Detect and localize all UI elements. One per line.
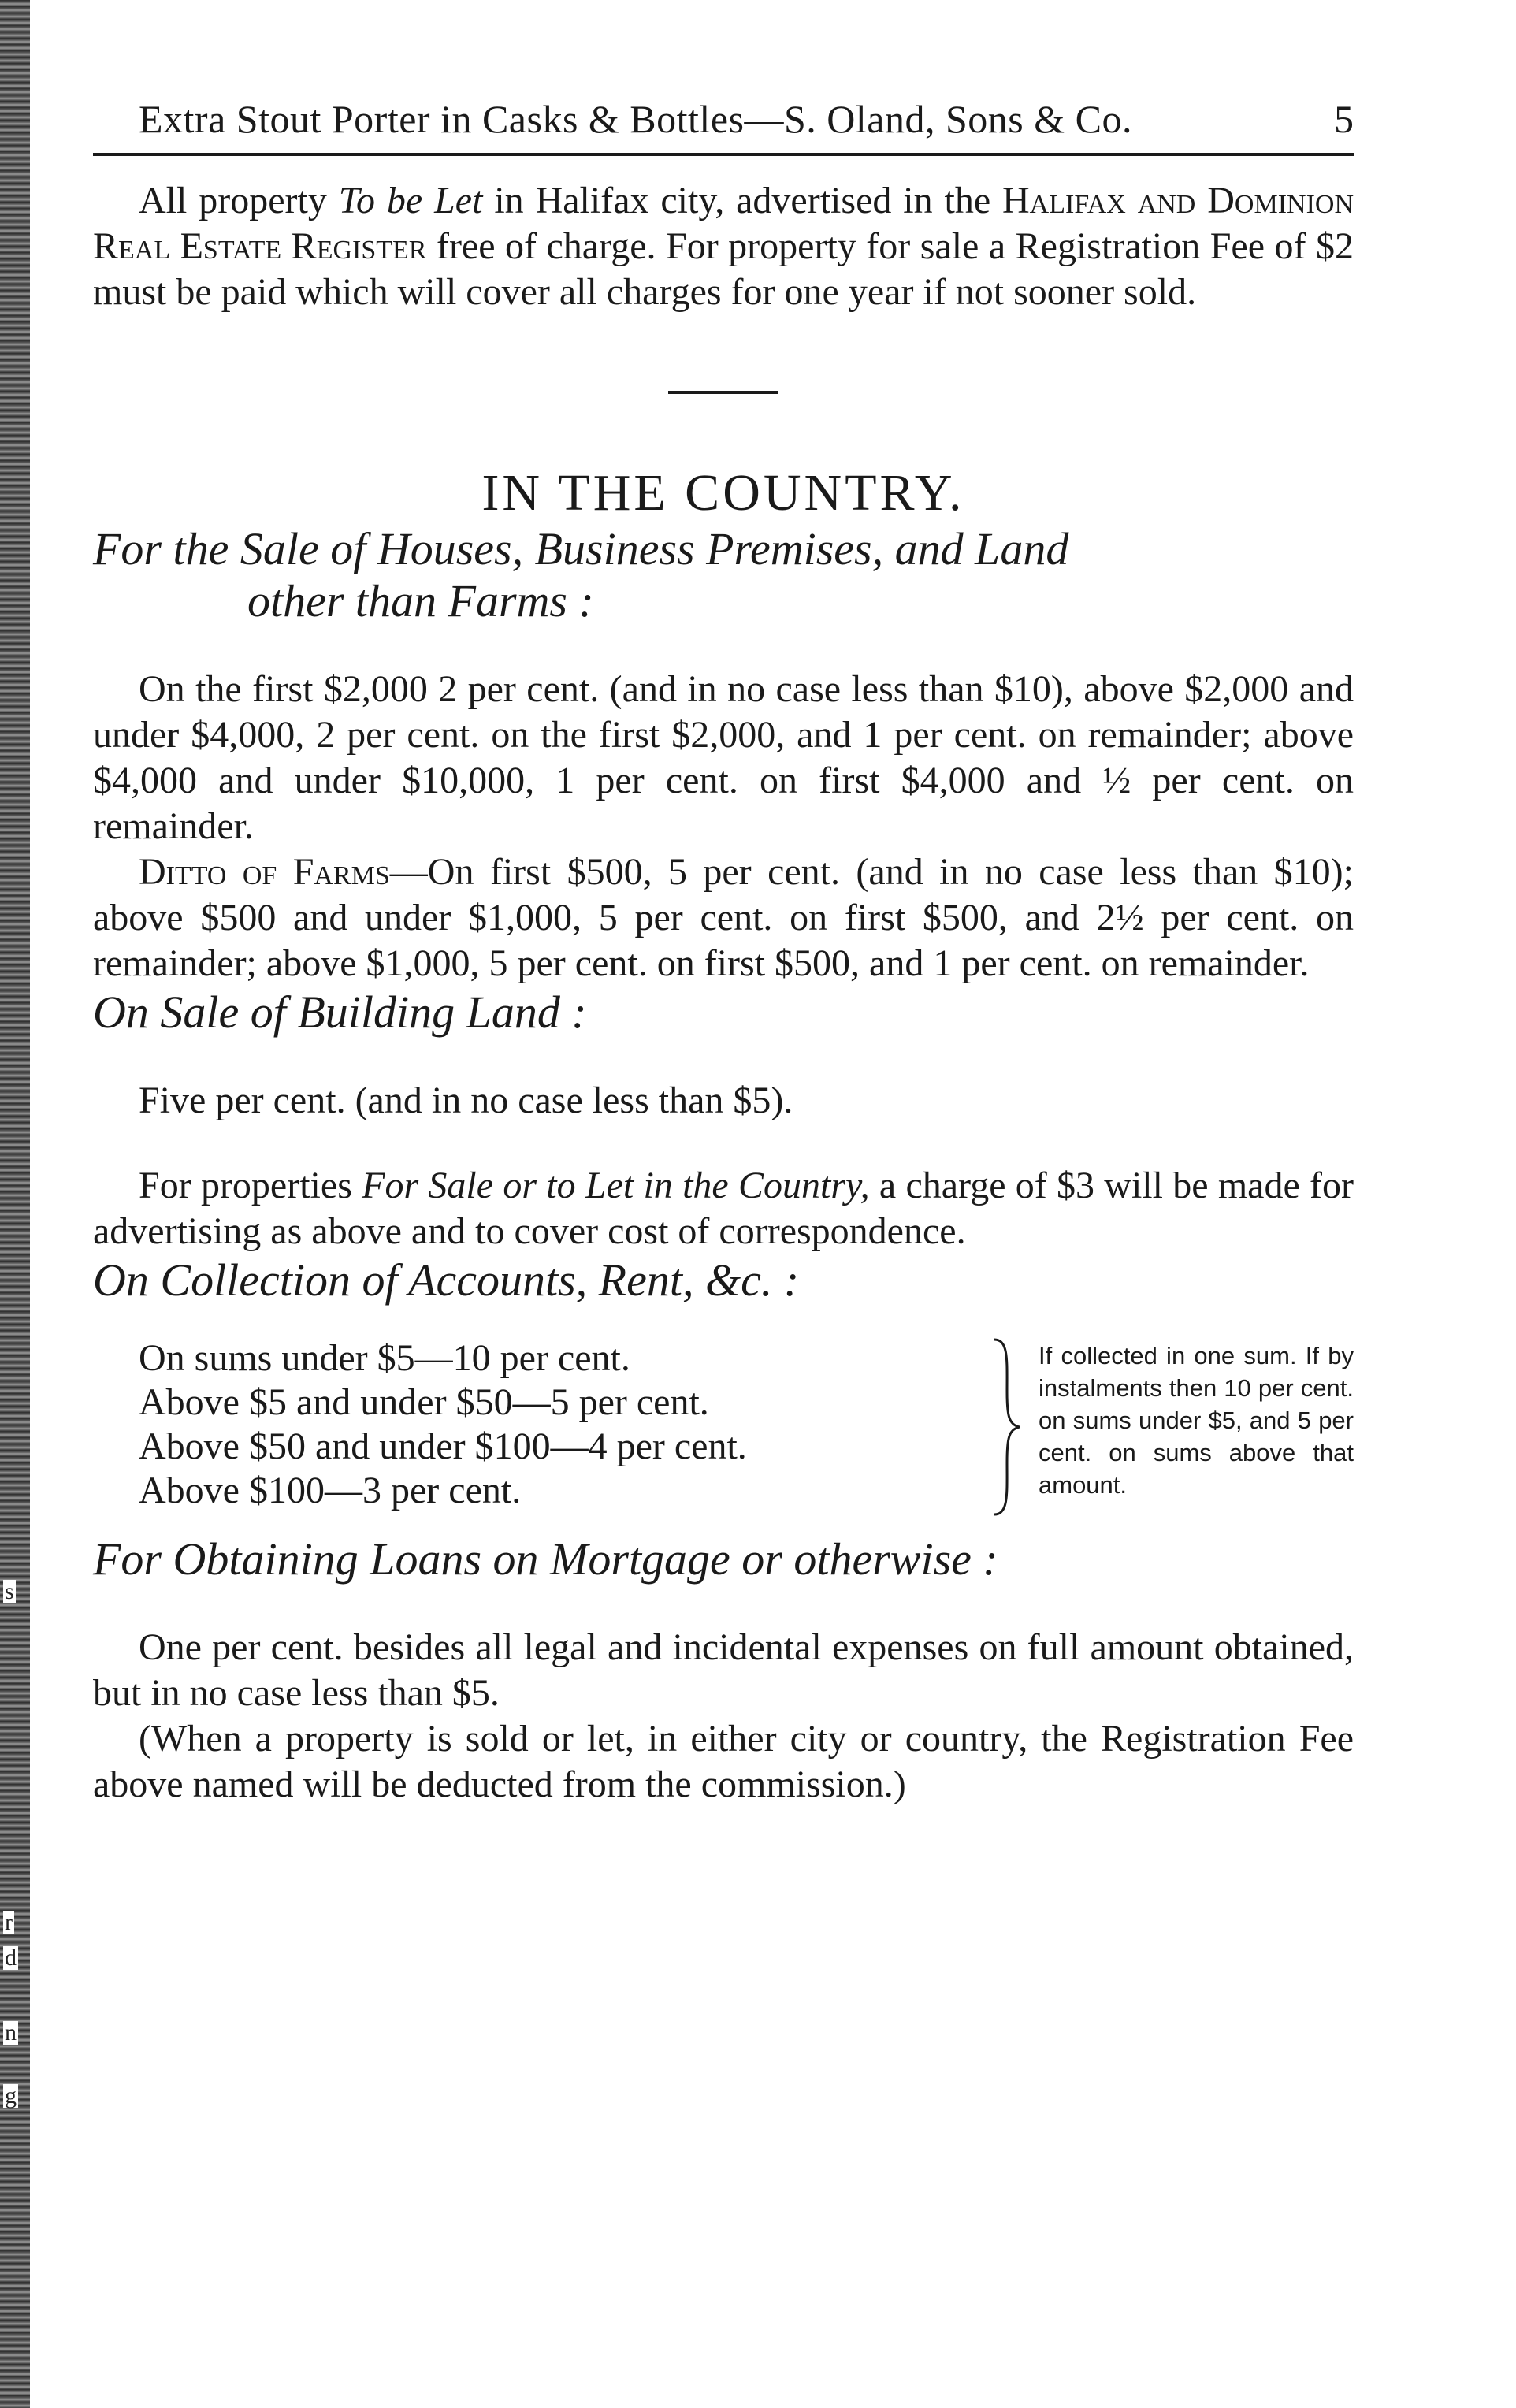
intro-text: All property [139, 180, 339, 221]
loans-heading: For Obtaining Loans on Mortgage or otherwise : [93, 1533, 998, 1585]
building-land-heading: On Sale of Building Land : [93, 987, 587, 1038]
houses-rates [93, 667, 1354, 987]
margin-fragment: d [5, 1945, 17, 1971]
farms-rates-paragraph [93, 849, 1354, 987]
margin-fragment: r [5, 1909, 13, 1935]
running-head-title: Extra Stout Porter in Casks & Bottles—S. Oland, Sons & Co. [139, 97, 1132, 141]
registration-fee-note: (When a property is sold or let, in either city or country, the Registration Fee above named will be deducted from the commission.) [93, 1718, 1354, 1805]
page-content [93, 87, 1354, 1808]
farms-text: —On first $500, 5 per cent. (and in no case less than $10); above $500 and under $1,000, 5 per cent. on first $500, and 2½ per cent. on remainder; above $1,000, 5 per cent. on first $500, and 1 per cent. on remainder. [93, 851, 1354, 984]
register-name: Halifax and Dominion Real Estate Register [93, 180, 1354, 267]
farms-label: Ditto of Farms [139, 851, 390, 893]
to-be-let-text: To be Let [338, 180, 483, 221]
running-head [93, 87, 1354, 156]
intro-text: free of charge. For property for sale a Registration Fee of $2 must be paid which will cover all charges for one year if not sooner sold. [93, 225, 1354, 313]
houses-heading [93, 523, 1354, 627]
loans-section [93, 1625, 1354, 1808]
country-properties-section [93, 1163, 1354, 1254]
building-land-section [93, 1078, 1354, 1124]
country-properties-text: a charge of $3 will be made for advertising as above and to cover cost of correspondence. [93, 1165, 1354, 1252]
margin-fragments [0, 0, 30, 2408]
intro-text: in Halifax city, advertised in the [482, 180, 1003, 221]
margin-fragment: s [5, 1578, 14, 1604]
margin-fragment: g [5, 2083, 17, 2109]
collection-rate-list [139, 1336, 950, 1513]
collection-rate: Above $50 and under $100—4 per cent. [139, 1425, 747, 1467]
houses-heading-line2: other than Farms : [247, 575, 594, 626]
page-number: 5 [1334, 97, 1354, 141]
country-properties-text: For properties [139, 1165, 362, 1206]
intro-paragraph [93, 178, 1354, 315]
collection-rate: On sums under $5—10 per cent. [139, 1337, 630, 1379]
building-land-text: Five per cent. (and in no case less than $5). [139, 1080, 793, 1121]
collection-note: If collected in one sum. If by instalments then 10 per cent. on sums under $5, and 5 per cent. on sums above that amount. [1039, 1342, 1354, 1499]
country-properties-paragraph [93, 1163, 1354, 1254]
loans-paragraph: One per cent. besides all legal and incidental expenses on full amount obtained, but in no case less than $5. [93, 1626, 1354, 1714]
section-divider [668, 391, 778, 394]
country-properties-italic: For Sale or to Let in the Country, [362, 1165, 870, 1206]
houses-rates-paragraph: On the first $2,000 2 per cent. (and in no case less than $10), above $2,000 and under $4,000, 2 per cent. on the first $2,000, and 1 per cent. on remainder; above $4,000 and under $10,000, 1 per cent. on first $4,000 and ½ per cent. on remainder. [93, 668, 1354, 847]
collection-rate: Above $5 and under $50—5 per cent. [139, 1381, 709, 1423]
right-brace-icon [991, 1336, 1023, 1518]
houses-heading-line1: For the Sale of Houses, Business Premises, and Land [93, 523, 1069, 574]
collection-rate: Above $100—3 per cent. [139, 1470, 522, 1511]
collection-heading: On Collection of Accounts, Rent, &c. : [93, 1254, 800, 1306]
country-heading: IN THE COUNTRY. [481, 464, 965, 522]
collection-rates [93, 1336, 1354, 1533]
margin-fragment: n [5, 2020, 17, 2046]
